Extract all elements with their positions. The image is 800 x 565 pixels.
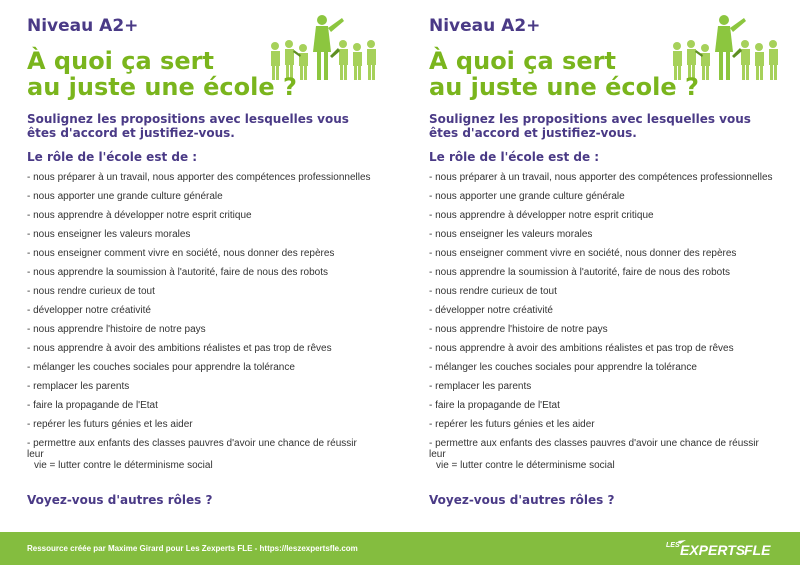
list-item-line-1: - permettre aux enfants des classes pauvres d'avoir une chance de réussir leur xyxy=(27,438,357,460)
svg-text:LES: LES xyxy=(666,542,680,549)
list-item: - nous préparer à un travail, nous apporter des compétences professionnelles xyxy=(27,172,371,183)
list-item: - nous enseigner comment vivre en société, nous donner des repères xyxy=(429,248,737,259)
list-item: - nous apprendre à développer notre esprit critique xyxy=(27,210,252,221)
svg-text:FLE: FLE xyxy=(744,542,771,558)
title-line-2: au juste une école ? xyxy=(429,73,699,101)
instruction-text: Soulignez les propositions avec lesquelles vous êtes d'accord et justifiez-vous. xyxy=(27,112,349,140)
list-item: - nous enseigner comment vivre en société, nous donner des repères xyxy=(27,248,335,259)
list-item: - repérer les futurs génies et les aider xyxy=(27,419,193,430)
list-item: - nous rendre curieux de tout xyxy=(429,286,557,297)
closing-question: Voyez-vous d'autres rôles ? xyxy=(429,493,615,507)
footer-credit: Ressource créée par Maxime Girard pour Les Zexperts FLE - https://leszexpertsfle.com xyxy=(27,544,358,553)
list-item: - faire la propagande de l'Etat xyxy=(429,400,560,411)
list-item: - nous apprendre l'histoire de notre pays xyxy=(429,324,608,335)
level-label: Niveau A2+ xyxy=(429,16,541,36)
list-item-line-1: - permettre aux enfants des classes pauvres d'avoir une chance de réussir leur xyxy=(429,438,759,460)
title-line-1: À quoi ça sert xyxy=(429,47,616,75)
list-item: - développer notre créativité xyxy=(27,305,151,316)
list-item-line-2: vie = lutter contre le déterminisme social xyxy=(436,460,615,471)
worksheet-right xyxy=(429,0,800,530)
list-item: - mélanger les couches sociales pour apprendre la tolérance xyxy=(27,362,295,373)
list-item: - nous préparer à un travail, nous apporter des compétences professionnelles xyxy=(429,172,773,183)
list-item: - nous enseigner les valeurs morales xyxy=(27,229,191,240)
list-item: - remplacer les parents xyxy=(27,381,130,392)
footer-bar xyxy=(0,532,800,565)
worksheet-title xyxy=(27,48,297,100)
title-line-2: au juste une école ? xyxy=(27,73,297,101)
list-item: - remplacer les parents xyxy=(429,381,532,392)
worksheet-title xyxy=(429,48,699,100)
list-item: - nous apporter une grande culture générale xyxy=(27,191,223,202)
proposition-list xyxy=(429,172,774,471)
list-item: - nous apporter une grande culture générale xyxy=(429,191,625,202)
list-item: - développer notre créativité xyxy=(429,305,553,316)
list-item: - mélanger les couches sociales pour apprendre la tolérance xyxy=(429,362,697,373)
list-item xyxy=(429,438,774,471)
list-item xyxy=(27,438,372,471)
list-item: - nous apprendre à avoir des ambitions réalistes et pas trop de rêves xyxy=(429,343,734,354)
list-item: - nous apprendre à avoir des ambitions réalistes et pas trop de rêves xyxy=(27,343,332,354)
list-item: - repérer les futurs génies et les aider xyxy=(429,419,595,430)
instruction-text: Soulignez les propositions avec lesquelles vous êtes d'accord et justifiez-vous. xyxy=(429,112,751,140)
list-item: - nous apprendre la soumission à l'autorité, faire de nous des robots xyxy=(27,267,328,278)
closing-question: Voyez-vous d'autres rôles ? xyxy=(27,493,213,507)
list-lead: Le rôle de l'école est de : xyxy=(429,150,600,164)
list-item: - nous enseigner les valeurs morales xyxy=(429,229,593,240)
level-label: Niveau A2+ xyxy=(27,16,139,36)
list-item: - nous apprendre la soumission à l'autorité, faire de nous des robots xyxy=(429,267,730,278)
list-item-line-2: vie = lutter contre le déterminisme social xyxy=(34,460,213,471)
svg-text:EXPERTS: EXPERTS xyxy=(680,542,746,558)
list-lead: Le rôle de l'école est de : xyxy=(27,150,198,164)
proposition-list xyxy=(27,172,372,471)
title-line-1: À quoi ça sert xyxy=(27,47,214,75)
list-item: - faire la propagande de l'Etat xyxy=(27,400,158,411)
brand-logo xyxy=(664,539,774,559)
worksheet-left xyxy=(27,0,407,530)
list-item: - nous rendre curieux de tout xyxy=(27,286,155,297)
list-item: - nous apprendre à développer notre esprit critique xyxy=(429,210,654,221)
list-item: - nous apprendre l'histoire de notre pays xyxy=(27,324,206,335)
